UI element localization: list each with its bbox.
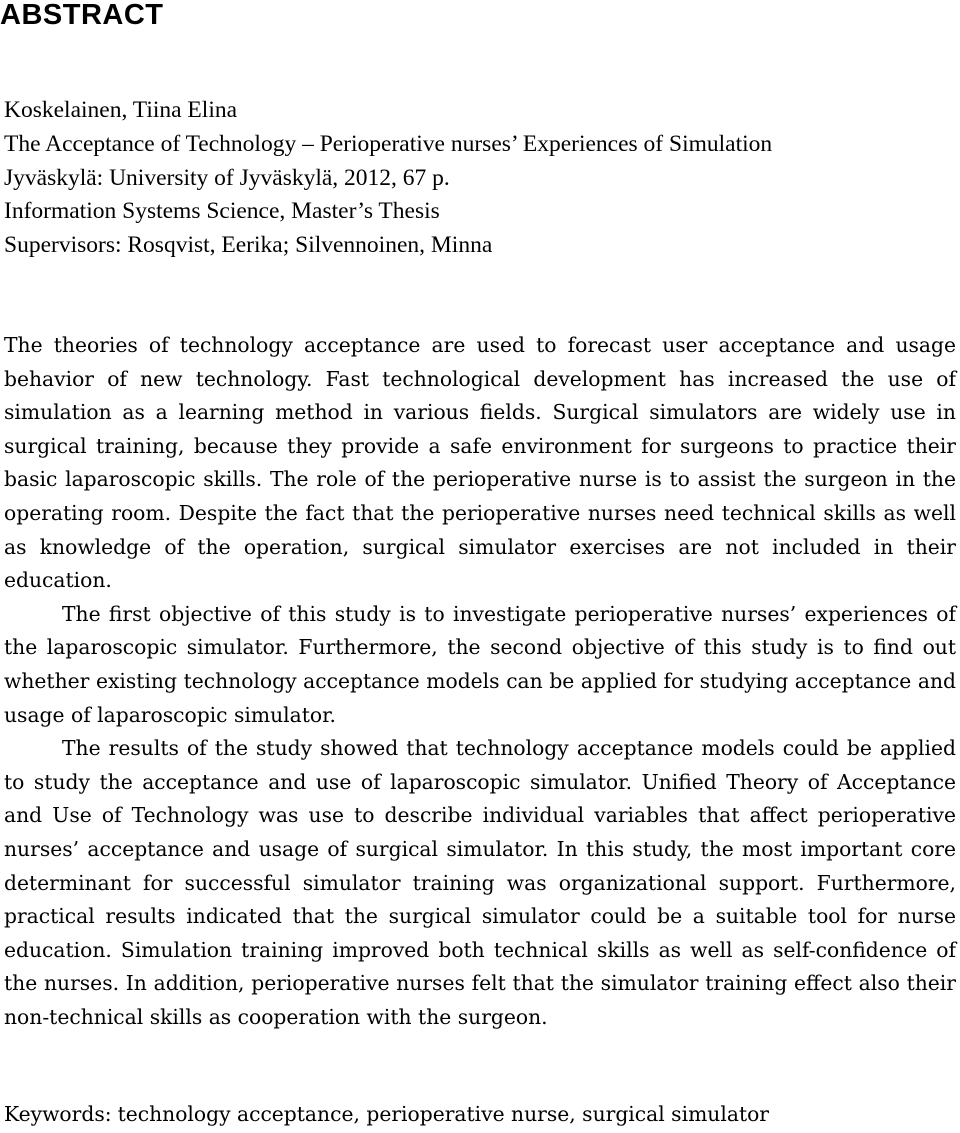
keywords-label: Keywords: [4, 1102, 112, 1126]
keywords-value: technology acceptance, perioperative nurse, surgical simulator [117, 1102, 769, 1126]
program-info: Information Systems Science, Master’s Thesis [4, 198, 440, 225]
thesis-metadata [4, 94, 959, 263]
thesis-title: The Acceptance of Technology – Perioperative nurses’ Experiences of Simulation [4, 130, 773, 157]
author-name: Koskelainen, Tiina Elina [4, 97, 238, 123]
keywords-line [4, 1098, 956, 1132]
abstract-paragraph-1: The theories of technology acceptance are used to forecast user acceptance and usage behavior of new technology. Fast technological development has increased the use of simulation as a learning method in various fields. Surgical simulators are widely use in surgical training, because they provide a safe environment for surgeons to practice their basic laparoscopic skills. The role of the perioperative nurse is to assist the surgeon in the operating room. Despite the fact that the perioperative nurses need technical skills as well as knowledge of the operation, surgical simulator exercises are not included in their education. [4, 333, 956, 593]
abstract-heading: ABSTRACT [0, 0, 164, 31]
publisher-info: Jyväskylä: University of Jyväskylä, 2012, 67 p. [4, 164, 450, 191]
supervisors-info: Supervisors: Rosqvist, Eerika; Silvennoinen, Minna [4, 232, 493, 259]
abstract-paragraph-2: The first objective of this study is to investigate perioperative nurses’ experiences of the laparoscopic simulator. Furthermore, the second objective of this study is to find out whether existing technology acceptance models can be applied for studying acceptance and usage of laparoscopic simulator. [4, 601, 956, 727]
abstract-body [4, 329, 956, 1034]
abstract-paragraph-3: The results of the study showed that technology acceptance models could be applied to study the acceptance and use of laparoscopic simulator. Unified Theory of Acceptance and Use of Technology was use to describe individual variables that affect perioperative nurses’ acceptance and usage of surgical simulator. In this study, the most important core determinant for successful simulator training was organizational support. Furthermore, practical results indicated that the surgical simulator could be a suitable tool for nurse education. Simulation training improved both technical skills as well as self-confidence of the nurses. In addition, perioperative nurses felt that the simulator training effect also their non-technical skills as cooperation with the surgeon. [4, 736, 956, 1029]
